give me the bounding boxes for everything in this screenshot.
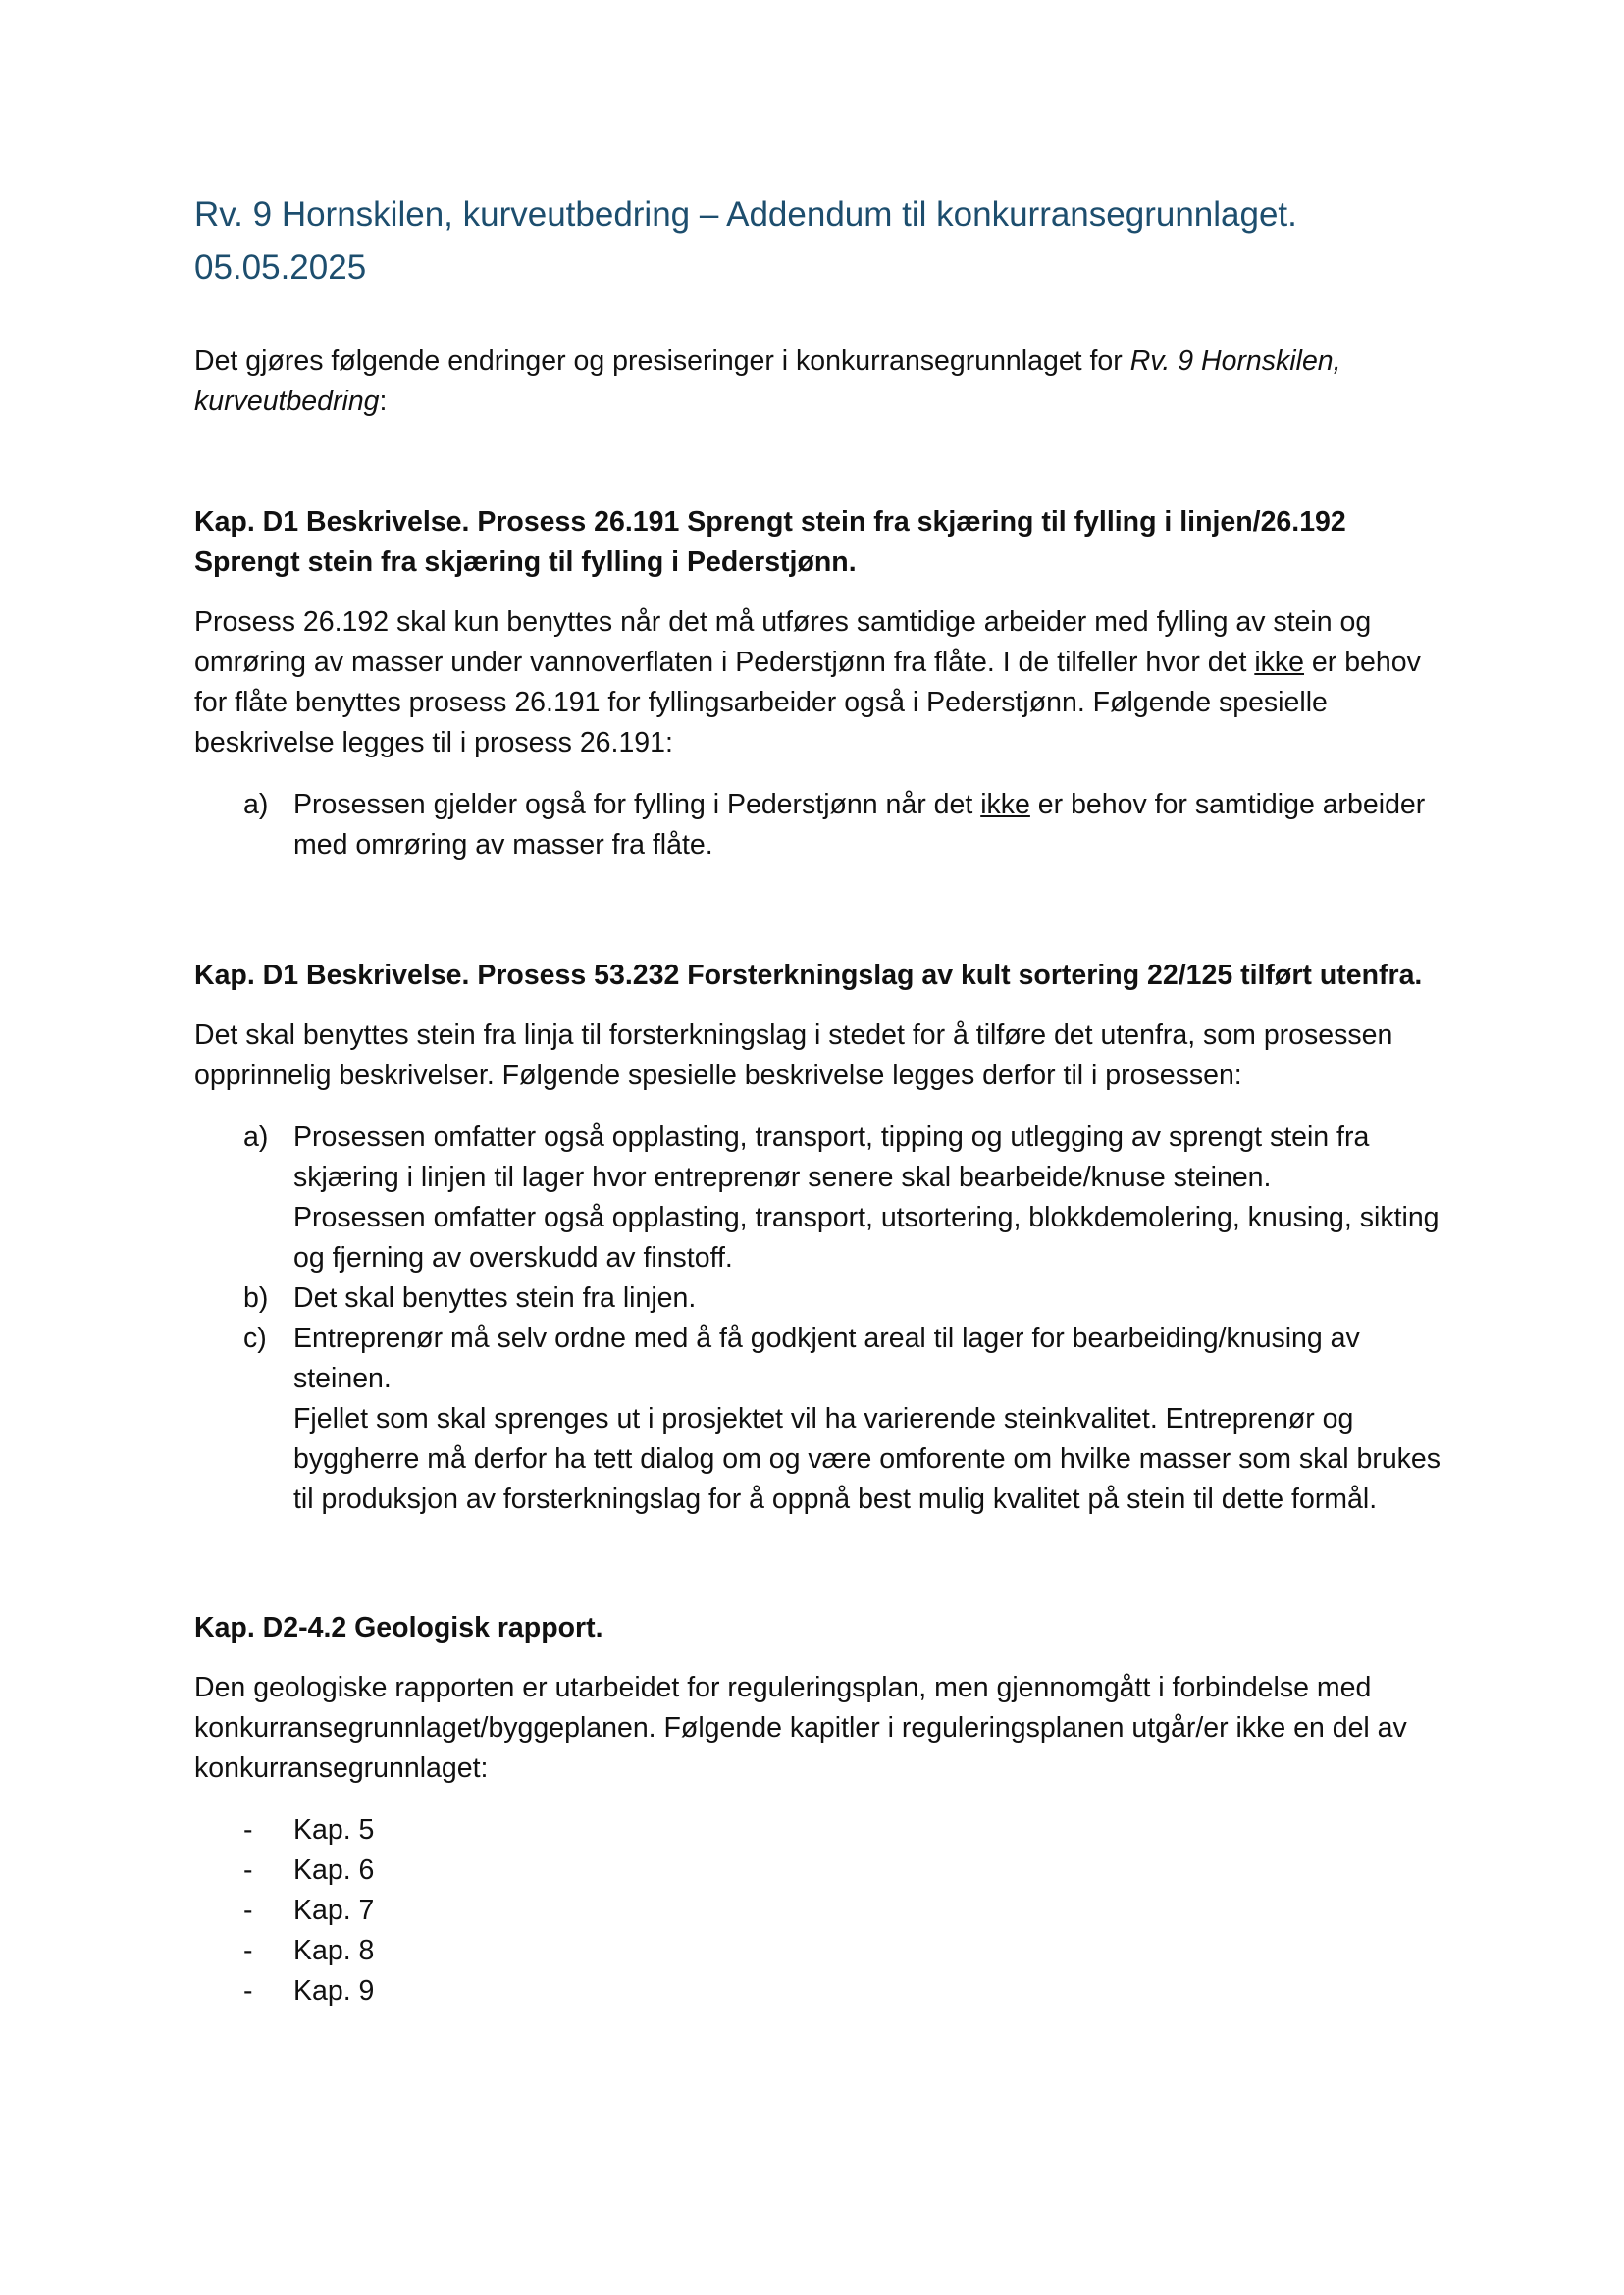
list-item-text: Kap. 6 — [293, 1854, 375, 1886]
list-item — [194, 1278, 1441, 1319]
list-item — [194, 1851, 1441, 1891]
list-item — [194, 1891, 1441, 1931]
list-marker: - — [243, 1935, 253, 1966]
list-item-text-end: er behov for samtidige arbeider med omrøring av masser fra flåte. — [293, 789, 1426, 861]
section-1-heading: Kap. D1 Beskrivelse. Prosess 26.191 Sprengt stein fra skjæring til fylling i linjen/26.192 Sprengt stein fra skjæring til fylling i Pederstjønn. — [194, 506, 1346, 578]
list-marker: c) — [243, 1323, 267, 1354]
intro-text-end: : — [379, 386, 388, 417]
list-item — [194, 1931, 1441, 1971]
list-marker: a) — [243, 789, 269, 820]
list-item-text: Det skal benyttes stein fra linjen. — [293, 1282, 697, 1314]
section-1-paragraph — [194, 602, 1441, 763]
list-marker: b) — [243, 1282, 269, 1314]
list-item — [194, 1319, 1441, 1520]
list-item-text: Kap. 7 — [293, 1895, 375, 1926]
section-1-text: Prosess 26.192 skal kun benyttes når det må utføres samtidige arbeider med fylling av stein og omrøring av masser under vannoverflaten i Pederstjønn fra flåte. I de tilfeller hvor det — [194, 606, 1372, 678]
section-1-emphasis: ikke — [1254, 647, 1305, 678]
document-page — [194, 188, 1441, 2011]
list-marker: - — [243, 1895, 253, 1926]
list-item — [194, 1810, 1441, 1851]
section-1-text-end: er behov for flåte benyttes prosess 26.191 for fyllingsarbeider også i Pederstjønn. Følgende spesielle beskrivelse legges til i prosess 26.191: — [194, 647, 1421, 758]
section-3-paragraph: Den geologiske rapporten er utarbeidet for reguleringsplan, men gjennomgått i forbindelse med konkurransegrunnlaget/byggeplanen. Følgende kapitler i reguleringsplanen utgår/er ikke en del av konkurransegrunnlaget: — [194, 1672, 1407, 1784]
list-item-text: Kap. 9 — [293, 1975, 375, 2007]
list-item — [194, 1971, 1441, 2011]
list-item-text-continued: Fjellet som skal sprenges ut i prosjektet vil ha varierende steinkvalitet. Entreprenør og byggherre må derfor ha tett dialog om og være omforente om hvilke masser som skal brukes til produksjon av forsterkningslag for å oppnå best mulig kvalitet på stein til dette formål. — [293, 1403, 1441, 1515]
list-item-text: Kap. 8 — [293, 1935, 375, 1966]
list-item-text: Prosessen omfatter også opplasting, transport, tipping og utlegging av sprengt stein fra skjæring i linjen til lager hvor entreprenør senere skal bearbeide/knuse steinen. — [293, 1121, 1370, 1193]
list-marker: - — [243, 1814, 253, 1846]
list-item-text-continued: Prosessen omfatter også opplasting, transport, utsortering, blokkdemolering, knusing, sikting og fjerning av overskudd av finstoff. — [293, 1202, 1440, 1274]
section-2-list — [194, 1118, 1441, 1520]
section-2-heading: Kap. D1 Beskrivelse. Prosess 53.232 Forsterkningslag av kult sortering 22/125 tilført utenfra. — [194, 960, 1423, 991]
intro-project-name: Rv. 9 Hornskilen, kurveutbedring — [194, 345, 1341, 417]
title-line-1: Rv. 9 Hornskilen, kurveutbedring – Addendum til konkurransegrunnlaget. — [194, 195, 1297, 234]
list-item — [194, 1118, 1441, 1278]
section-3-list — [194, 1810, 1441, 2011]
title-date: 05.05.2025 — [194, 248, 367, 287]
list-item-text: Entreprenør må selv ordne med å få godkjent areal til lager for bearbeiding/knusing av steinen. — [293, 1323, 1360, 1394]
list-item-text: Kap. 5 — [293, 1814, 375, 1846]
list-item — [194, 785, 1441, 865]
list-marker: - — [243, 1975, 253, 2007]
intro-text: Det gjøres følgende endringer og presiseringer i konkurransegrunnlaget for — [194, 345, 1130, 377]
list-item-emphasis: ikke — [980, 789, 1030, 820]
section-3-heading: Kap. D2-4.2 Geologisk rapport. — [194, 1612, 603, 1643]
list-item-text: Prosessen gjelder også for fylling i Pederstjønn når det — [293, 789, 981, 820]
document-title — [194, 188, 1441, 294]
list-marker: - — [243, 1854, 253, 1886]
intro-paragraph — [194, 341, 1441, 422]
list-marker: a) — [243, 1121, 269, 1153]
section-1-list — [194, 785, 1441, 865]
section-2-paragraph: Det skal benyttes stein fra linja til forsterkningslag i stedet for å tilføre det utenfra, som prosessen opprinnelig beskrivelser. Følgende spesielle beskrivelse legges derfor til i prosessen: — [194, 1019, 1393, 1091]
